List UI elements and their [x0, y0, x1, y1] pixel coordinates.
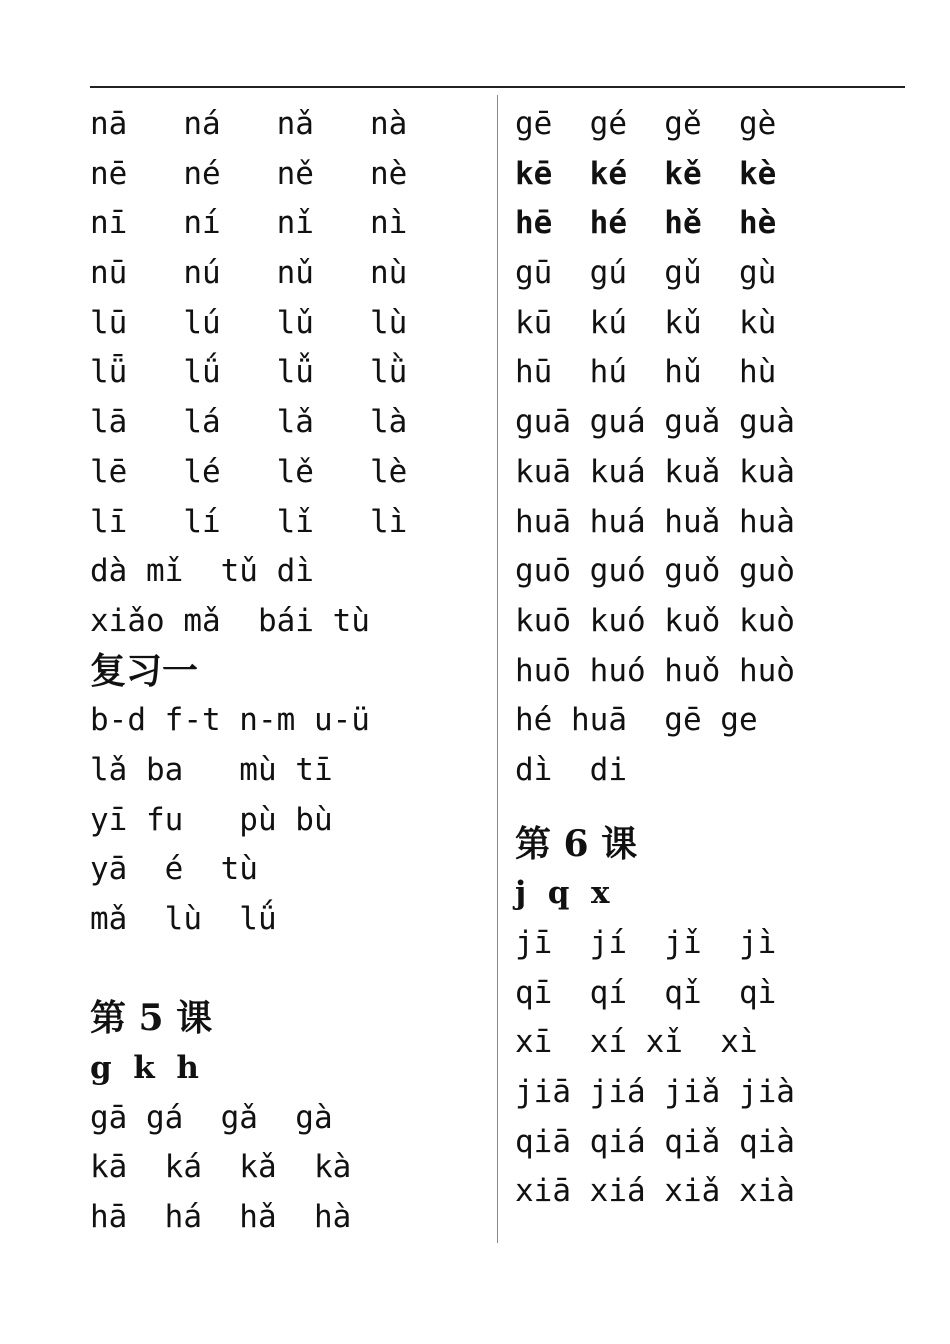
lesson-6-initials: j q x	[515, 875, 610, 912]
pinyin-line: yā é tù	[90, 851, 258, 888]
pinyin-line: hū hú hǔ hù	[515, 354, 777, 391]
pinyin-line: hé huā gē ge	[515, 702, 758, 739]
pinyin-line: kuā kuá kuǎ kuà	[515, 453, 795, 490]
pinyin-line: gū gú gǔ gù	[515, 255, 777, 292]
lesson-5-initials: g k h	[90, 1050, 199, 1087]
pinyin-line: huā huá huǎ huà	[515, 503, 795, 540]
left-column	[90, 100, 490, 1243]
pinyin-line: hē hé hě hè	[515, 205, 777, 242]
right-column	[515, 100, 915, 1217]
top-rule	[90, 86, 905, 88]
pinyin-line: lā lá lǎ là	[90, 404, 408, 441]
spacer	[515, 796, 915, 820]
pinyin-line: gē gé gě gè	[515, 106, 777, 142]
pinyin-line: yī fu pù bù	[90, 801, 333, 838]
pinyin-line: jiā jiá jiǎ jià	[515, 1074, 795, 1111]
pinyin-line: guā guá guǎ guà	[515, 404, 795, 441]
pinyin-line: lē lé lě lè	[90, 453, 408, 490]
pinyin-line: kū kú kǔ kù	[515, 304, 777, 341]
pinyin-line: nī ní nǐ nì	[90, 205, 408, 242]
pinyin-line: nē né ně nè	[90, 155, 408, 192]
pinyin-line: kuō kuó kuǒ kuò	[515, 602, 795, 639]
lesson-5-heading: 第 5 课	[90, 997, 213, 1040]
pinyin-line: jī jí jǐ jì	[515, 925, 777, 961]
review-heading: 复习一	[90, 649, 199, 692]
pinyin-line: kā ká kǎ kà	[90, 1149, 352, 1186]
pinyin-line: qī qí qǐ qì	[515, 974, 777, 1011]
spacer	[90, 945, 490, 995]
pinyin-line: lǎ ba mù tī	[90, 751, 333, 788]
column-divider	[497, 95, 498, 1243]
pinyin-line: qiā qiá qiǎ qià	[515, 1123, 795, 1160]
pinyin-line: xī xí xǐ xì	[515, 1024, 758, 1061]
pinyin-line: b-d f-t n-m u-ü	[90, 702, 370, 739]
pinyin-line: nā ná nǎ nà	[90, 106, 408, 142]
pinyin-line: xiā xiá xiǎ xià	[515, 1173, 795, 1210]
pinyin-line: dì di	[515, 751, 627, 788]
pinyin-line: lī lí lǐ lì	[90, 503, 408, 540]
pinyin-line: dà mǐ tǔ dì	[90, 553, 314, 590]
pinyin-line: nū nú nǔ nù	[90, 255, 408, 292]
pinyin-line: mǎ lù lǘ	[90, 901, 277, 937]
lesson-6-heading: 第 6 课	[515, 822, 638, 865]
pinyin-line: kē ké kě kè	[515, 155, 777, 192]
pinyin-line: lǖ lǘ lǚ lǜ	[90, 354, 408, 391]
pinyin-line: lū lú lǔ lù	[90, 304, 408, 341]
pinyin-line: guō guó guǒ guò	[515, 553, 795, 590]
pinyin-line: huō huó huǒ huò	[515, 652, 795, 689]
pinyin-line: xiǎo mǎ bái tù	[90, 602, 370, 639]
pinyin-line: hā há hǎ hà	[90, 1199, 352, 1236]
pinyin-line: gā gá gǎ gà	[90, 1099, 333, 1136]
